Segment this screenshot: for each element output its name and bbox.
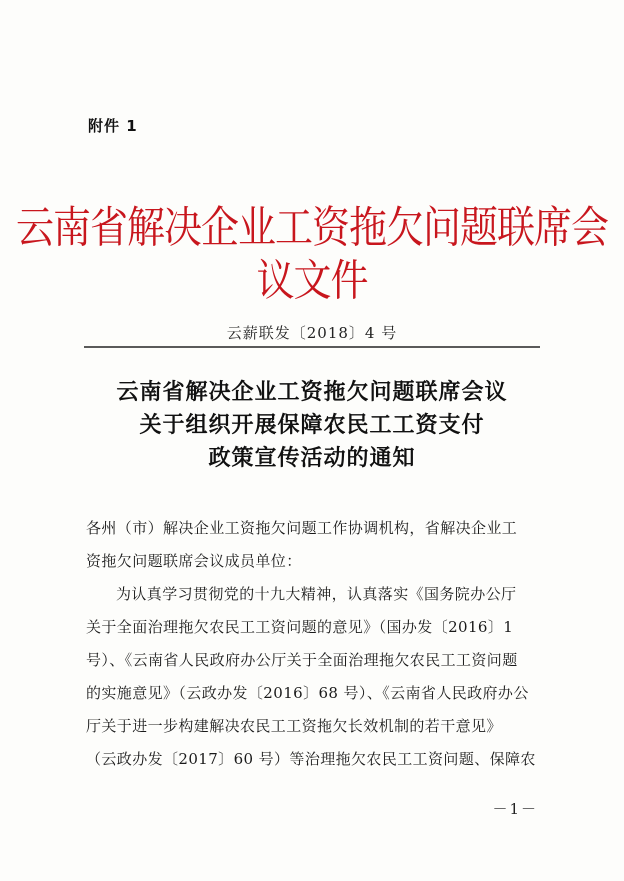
title-line-3: 政策宣传活动的通知 (208, 445, 416, 471)
body-line: 号）、《云南省人民政府办公厅关于全面治理拖欠农民工工资问题 (86, 651, 518, 669)
body-line: 各州（市）解决企业工资拖欠问题工作协调机构，省解决企业工 (86, 519, 518, 537)
body-line: 资拖欠问题联席会议成员单位： (86, 552, 302, 570)
document-issuer-header: 云南省解决企业工资拖欠问题联席会议文件 (15, 202, 608, 306)
page-number: －1－ (492, 800, 538, 818)
body-text (86, 512, 546, 776)
title-line-1: 云南省解决企业工资拖欠问题联席会议 (116, 379, 508, 405)
header-divider-line (84, 346, 540, 348)
body-line: （云政办发〔2017〕60 号）等治理拖欠农民工工资问题、保障农 (86, 750, 536, 768)
body-line: 为认真学习贯彻党的十九大精神，认真落实《国务院办公厅 (116, 585, 517, 603)
body-line: 关于全面治理拖欠农民工工资问题的意见》（国办发〔2016〕1 (86, 618, 514, 636)
document-number: 云薪联发〔2018〕4 号 (226, 324, 398, 342)
body-line: 厅关于进一步构建解决农民工工资拖欠长效机制的若干意见》 (86, 717, 502, 735)
title-line-2: 关于组织开展保障农民工工资支付 (139, 412, 485, 438)
body-line: 的实施意见》（云政办发〔2016〕68 号）、《云南省人民政府办公 (86, 684, 529, 702)
notice-title (0, 376, 624, 475)
attachment-label: 附件 1 (88, 117, 138, 135)
